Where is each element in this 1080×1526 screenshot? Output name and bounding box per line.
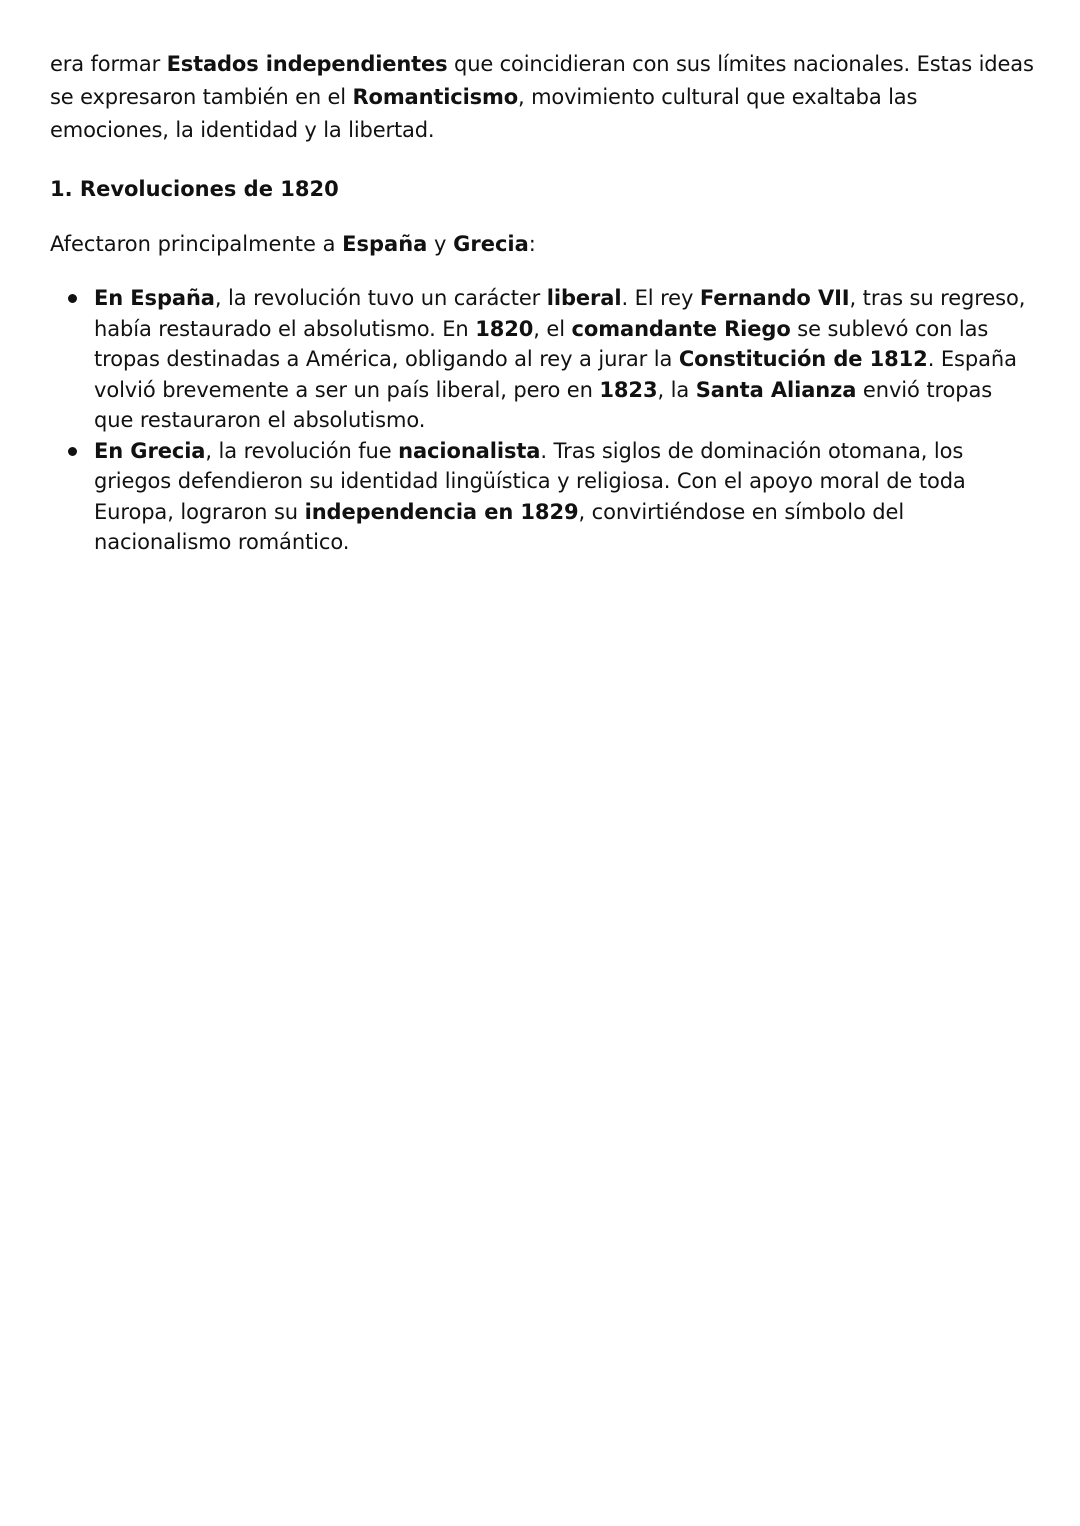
- intro-paragraph: era formar Estados independientes que coincidieran con sus límites nacionales. Estas ideas se expresaron también en el Romanticismo, movimiento cultural que exaltaba las emociones, la identidad y la libertad.: [50, 52, 1034, 142]
- document-page: [50, 48, 1035, 558]
- list-item-grecia: En Grecia, la revolución fue nacionalista. Tras siglos de dominación otomana, los griegos defendieron su identidad lingüística y religiosa. Con el apoyo moral de toda Europa, lograron su independencia en 1829, convirtiéndose en símbolo del nacionalismo romántico.: [50, 436, 1035, 558]
- lead-paragraph: Afectaron principalmente a España y Grecia:: [50, 232, 536, 256]
- bullet-dot-icon: [68, 294, 77, 303]
- list-item-espana: En España, la revolución tuvo un carácter liberal. El rey Fernando VII, tras su regreso, había restaurado el absolutismo. En 1820, el comandante Riego se sublevó con las tropas destinadas a América, obligando al rey a jurar la Constitución de 1812. España volvió brevemente a ser un país liberal, pero en 1823, la Santa Alianza envió tropas que restauraron el absolutismo.: [50, 283, 1035, 436]
- section-heading: 1. Revoluciones de 1820: [50, 177, 339, 201]
- bullet-dot-icon: [68, 447, 77, 456]
- bullet-list: [50, 283, 1035, 558]
